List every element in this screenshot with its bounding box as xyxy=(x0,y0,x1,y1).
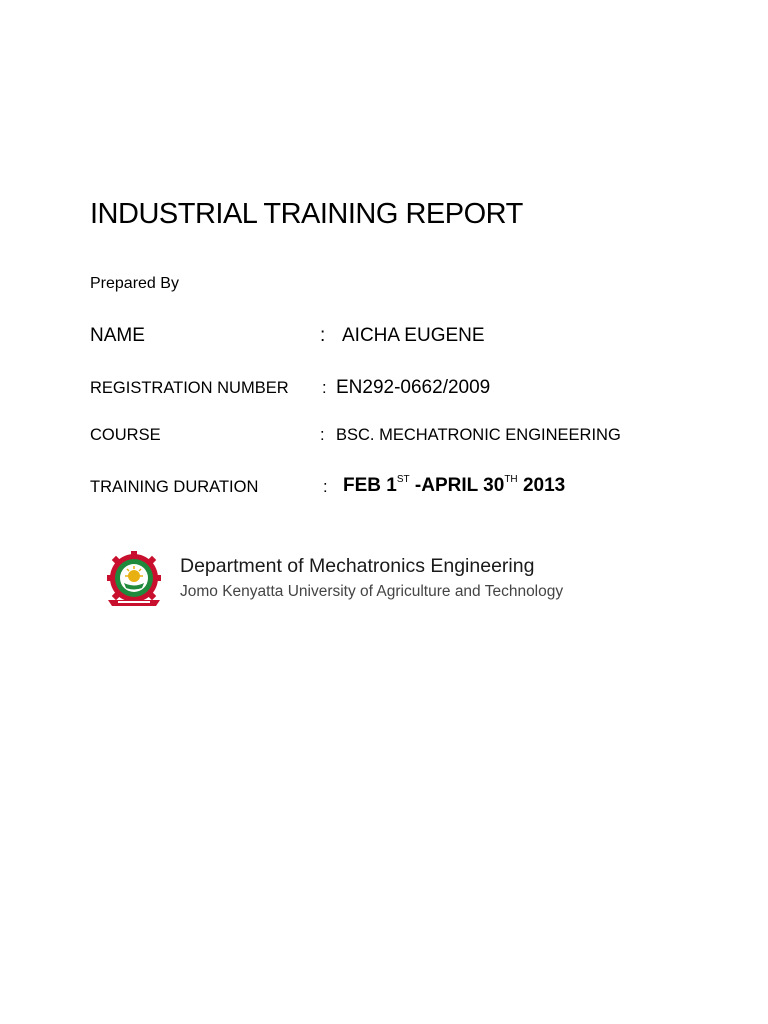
university-seal-icon xyxy=(100,550,168,610)
duration-value xyxy=(343,474,565,497)
registration-label: REGISTRATION NUMBER xyxy=(90,379,289,397)
name-colon: : xyxy=(320,325,326,346)
course-colon: : xyxy=(320,426,325,444)
department-name: Department of Mechatronics Engineering xyxy=(180,555,535,577)
registration-colon: : xyxy=(322,379,327,397)
duration-middle: -APRIL 30 xyxy=(409,475,505,496)
registration-value: EN292-0662/2009 xyxy=(336,377,491,398)
name-value: AICHA EUGENE xyxy=(342,325,485,346)
report-title: INDUSTRIAL TRAINING REPORT xyxy=(90,198,523,230)
university-name: Jomo Kenyatta University of Agriculture and Technology xyxy=(180,583,564,600)
duration-start: FEB 1 xyxy=(343,475,397,496)
department-logo xyxy=(100,548,600,612)
course-label: COURSE xyxy=(90,426,161,444)
duration-start-suffix: ST xyxy=(396,474,410,485)
course-value: BSC. MECHATRONIC ENGINEERING xyxy=(336,426,621,444)
duration-year: 2013 xyxy=(517,475,566,496)
duration-label: TRAINING DURATION xyxy=(90,478,259,496)
name-label: NAME xyxy=(90,325,145,346)
duration-end-suffix: TH xyxy=(504,474,518,485)
duration-colon: : xyxy=(323,478,328,496)
prepared-by-label: Prepared By xyxy=(90,275,179,292)
